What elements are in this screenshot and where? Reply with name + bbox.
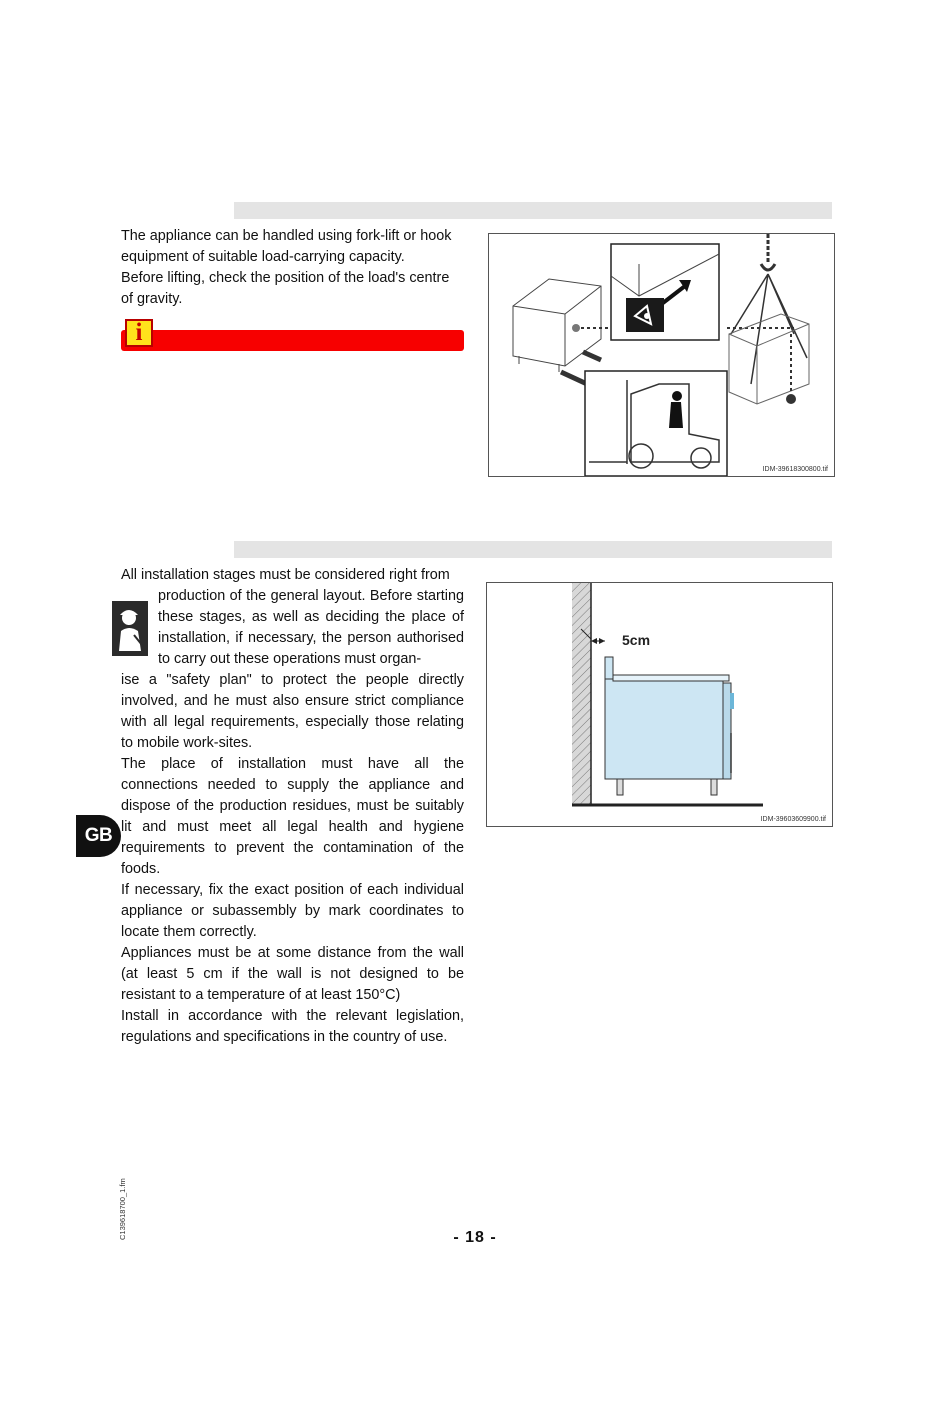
installation-paragraph-2: The place of installation must have all the connections needed to supply the appliance and dispose of the production residues, must be suitably lit and must meet all legal health and hygiene requirements to prevent the contamination of the foods. [121, 756, 464, 877]
handling-text [121, 226, 464, 310]
lifting-figure [488, 233, 835, 477]
installation-paragraph-1-lead: All installation stages must be considered right from [121, 567, 450, 583]
info-warning-bar [121, 319, 464, 351]
handling-figure-caption: IDM-39618300800.tif [762, 466, 828, 473]
page-number: - 18 - [453, 1229, 497, 1246]
wall-distance-figure [486, 582, 833, 827]
installation-paragraph-3: If necessary, fix the exact position of each individual appliance or subassembly by mark coordinates to locate them correctly. [121, 882, 464, 940]
centre-of-gravity-dot [572, 324, 580, 332]
handling-paragraph-2: Before lifting, check the position of the load's centre of gravity. [121, 270, 450, 307]
wall-clearance-illustration [487, 583, 832, 826]
installation-paragraph-1-rest: ise a "safety plan" to protect the people directly involved, and he must also ensure strict compliance with all legal requirements, especially those relating to mobile work-sites. [121, 672, 464, 751]
installation-paragraph-5: Install in accordance with the relevant legislation, regulations and specifications in the country of use. [121, 1008, 464, 1045]
info-icon: i [125, 319, 153, 347]
forklift-hook-illustration [489, 234, 834, 476]
installation-figure-caption: IDM-39603609900.tif [760, 816, 826, 823]
section-header-bar-handling [234, 202, 832, 219]
file-code: C139618700_1.fm [118, 1178, 127, 1240]
installation-text [121, 565, 464, 1048]
section-header-bar-installation [234, 541, 832, 558]
installation-paragraph-4: Appliances must be at some distance from the wall (at least 5 cm if the wall is not designed to be resistant to a temperature of at least 150°C) [121, 945, 464, 1003]
handling-paragraph-1: The appliance can be handled using fork-lift or hook equipment of suitable load-carrying capacity. [121, 228, 452, 265]
clearance-label: 5cm [622, 632, 651, 648]
language-tab-gb: GB [76, 815, 121, 857]
installation-paragraph-1-indented: production of the general layout. Before starting these stages, as well as deciding the place of installation, if necessary, the person authorised to carry out these operations must organ- [158, 588, 464, 667]
